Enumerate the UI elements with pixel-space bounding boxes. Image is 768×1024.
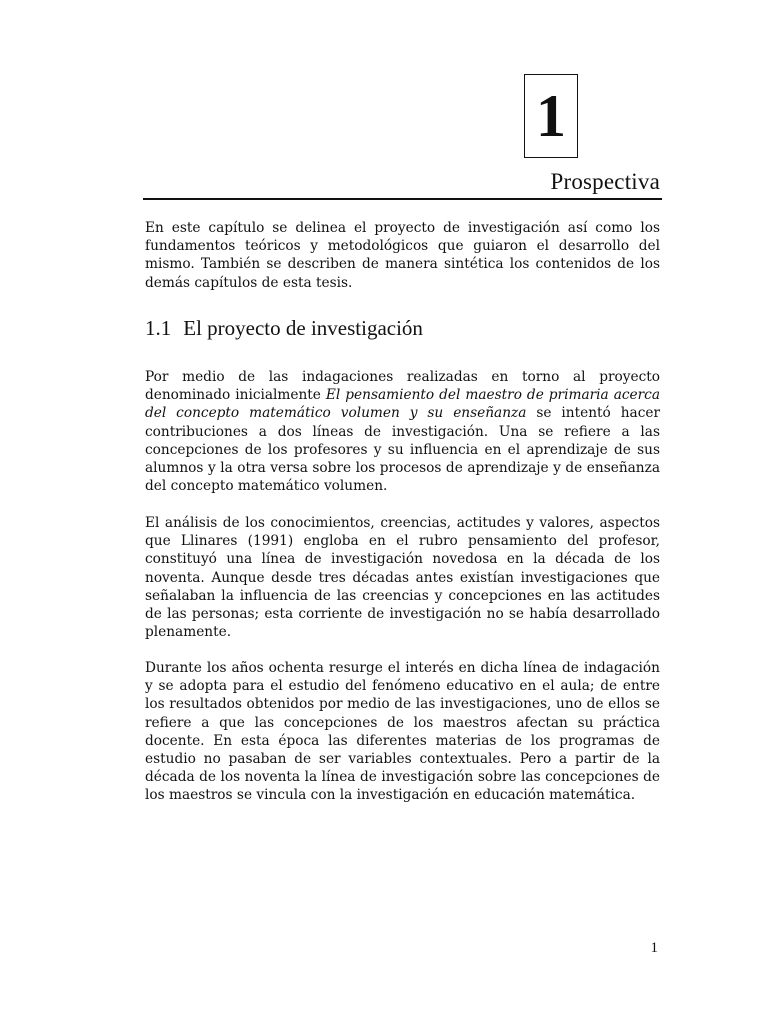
section-number: 1.1 bbox=[145, 316, 172, 340]
chapter-divider bbox=[143, 198, 662, 200]
chapter-number-box bbox=[524, 74, 578, 158]
paragraph-1-start: Por medio de las indagaciones realizadas en torno al proyecto denominado inicialmente bbox=[145, 369, 660, 404]
intro-paragraph: En este capítulo se delinea el proyecto de investigación así como los fundamentos teóricos y metodológicos que guiaron el desarrollo del mismo. También se describen de manera sintética los contenidos de los demás capítulos de esta tesis. bbox=[145, 220, 660, 291]
page-number: 1 bbox=[650, 940, 658, 956]
section-title: El proyecto de investigación bbox=[183, 316, 423, 340]
paragraph-1-end: se intentó hacer contribuciones a dos líneas de investigación. Una se refiere a las concepciones de los profesores y su influencia en el aprendizaje de sus alumnos y la otra versa sobre los procesos de aprendizaje y de enseñanza del concepto matemático volumen. bbox=[145, 405, 660, 495]
paragraph-2: El análisis de los conocimientos, creencias, actitudes y valores, aspectos que Llinares (1991) engloba en el rubro pensamiento del profesor, constituyó una línea de investigación novedosa en la década de los noventa. Aunque desde tres décadas antes existían investigaciones que señalaban la influencia de las creencias y concepciones en las actitudes de las personas; esta corriente de investigación no se había desarrollado plenamente. bbox=[145, 515, 660, 641]
chapter-title: Prospectiva bbox=[550, 169, 660, 194]
paragraph-1 bbox=[145, 368, 660, 495]
paragraph-3: Durante los años ochenta resurge el interés en dicha línea de indagación y se adopta para el estudio del fenómeno educativo en el aula; de entre los resultados obtenidos por medio de las investigaciones, uno de ellos se refiere a que las concepciones de los maestros afectan su práctica docente. En esta época las diferentes materias de los programas de estudio no pasaban de ser variables contextuales. Pero a partir de la década de los noventa la línea de investigación sobre las concepciones de los maestros se vincula con la investigación en educación matemática. bbox=[145, 660, 660, 804]
section-heading bbox=[145, 316, 423, 341]
chapter-number: 1 bbox=[536, 83, 566, 149]
project-title-italic: El pensamiento del maestro de primaria acerca del concepto matemático volumen y su enseñanza bbox=[145, 387, 660, 422]
